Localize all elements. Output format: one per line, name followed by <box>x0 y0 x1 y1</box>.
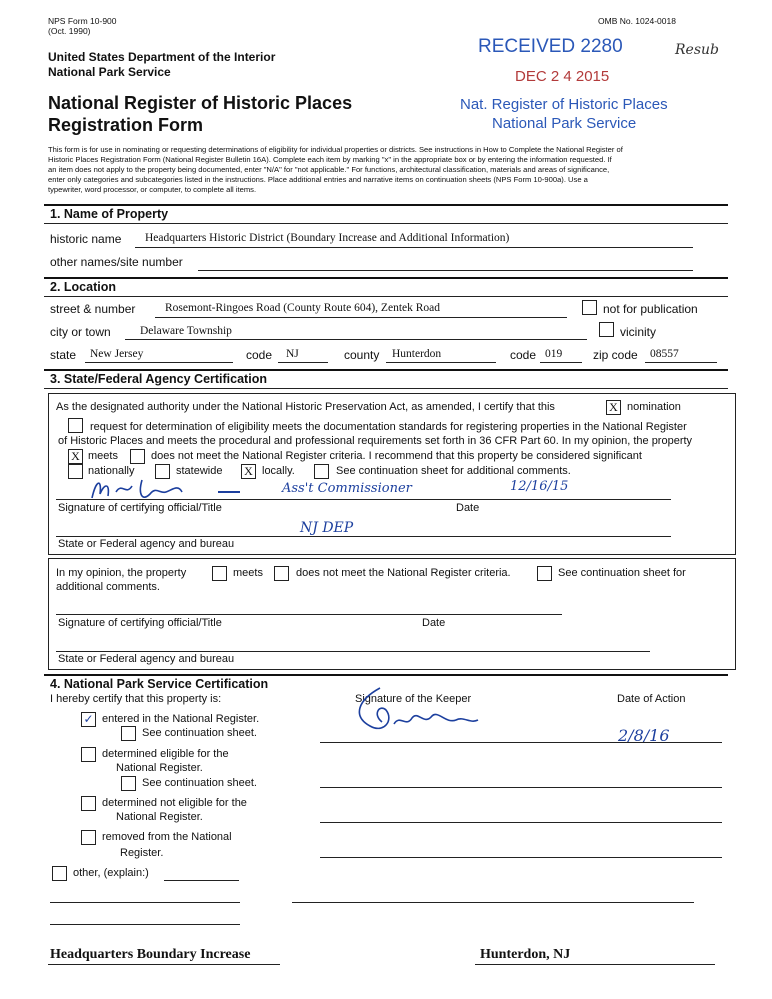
certifying-title-handwritten: Ass't Commissioner <box>282 481 412 496</box>
removed-checkbox[interactable] <box>81 830 96 845</box>
date-of-action-label: Date of Action <box>617 693 686 705</box>
section-3-title: 3. State/Federal Agency Certification <box>50 372 267 386</box>
not-for-publication-checkbox[interactable] <box>582 300 597 315</box>
signature-label-2: Signature of certifying official/Title <box>58 617 222 629</box>
section-2-rule <box>44 277 728 279</box>
agency-line-1 <box>56 536 671 537</box>
opinion-continuation-checkbox[interactable] <box>537 566 552 581</box>
signature-dash <box>218 491 240 493</box>
form-subtitle: Registration Form <box>48 115 204 135</box>
keeper-line-4 <box>320 857 722 858</box>
opinion-prefix: In my opinion, the property <box>56 567 187 579</box>
not-eligible-label-1: determined not eligible for the <box>102 797 247 809</box>
stamp-date: DEC 2 4 2015 <box>515 68 610 85</box>
omb-number: OMB No. 1024-0018 <box>598 16 676 26</box>
city-line <box>125 339 587 340</box>
other-line <box>164 880 239 881</box>
section-2-title: 2. Location <box>50 280 116 294</box>
department-name: United States Department of the Interior <box>48 50 276 64</box>
state-code-label: code <box>246 348 273 362</box>
state-label: state <box>50 348 77 362</box>
keeper-line-1 <box>320 742 722 743</box>
street-value[interactable]: Rosemont-Ringoes Road (County Route 604), Zentek Road <box>165 302 441 314</box>
eligible-label-2: National Register. <box>116 762 203 774</box>
removed-label-2: Register. <box>120 847 164 859</box>
zip-line <box>645 362 717 363</box>
footer-county: Hunterdon, NJ <box>480 947 571 962</box>
eligible-label-1: determined eligible for the <box>102 748 229 760</box>
section-4-rule <box>44 674 728 676</box>
county-label: county <box>344 348 380 362</box>
section-1-underline <box>44 223 728 224</box>
city-value[interactable]: Delaware Township <box>140 325 232 337</box>
stamp-line-2: National Park Service <box>492 115 637 132</box>
service-name: National Park Service <box>48 65 171 79</box>
signature-label-1: Signature of certifying official/Title <box>58 502 222 514</box>
eligible-continuation-label: See continuation sheet. <box>142 777 257 789</box>
city-label: city or town <box>50 325 111 339</box>
footer-property-name: Headquarters Boundary Increase <box>50 947 251 962</box>
vicinity-label: vicinity <box>620 325 657 339</box>
nomination-checkbox[interactable]: X <box>606 400 621 415</box>
other-explain-line-1 <box>50 902 240 903</box>
state-value[interactable]: New Jersey <box>90 348 144 360</box>
statewide-label: statewide <box>176 465 223 477</box>
footer-left-line <box>48 964 280 965</box>
agency-handwritten: NJ DEP <box>300 520 354 536</box>
other-names-line <box>198 270 693 271</box>
keeper-label: Signature of the Keeper <box>355 693 472 705</box>
certify-statement: I hereby certify that this property is: <box>50 693 222 705</box>
opinion-additional-label: additional comments. <box>56 581 160 593</box>
nomination-label: nomination <box>627 401 681 413</box>
not-eligible-label-2: National Register. <box>116 811 203 823</box>
keeper-line-2 <box>320 787 722 788</box>
section-4-title: 4. National Park Service Certification <box>50 677 269 691</box>
street-line <box>155 317 567 318</box>
opinion-not-meets-label: does not meet the National Register criteria. <box>296 567 511 579</box>
does-not-meet-label: does not meet the National Register criteria. I recommend that this property be considered significant <box>151 450 642 462</box>
county-code-line <box>540 362 582 363</box>
stamp-line-1: Nat. Register of Historic Places <box>460 96 668 113</box>
county-code-value[interactable]: 019 <box>545 348 563 360</box>
zip-value[interactable]: 08557 <box>650 348 679 360</box>
eligible-continuation-checkbox[interactable] <box>121 776 136 791</box>
form-number: NPS Form 10-900 <box>48 16 117 26</box>
cert-line-1: As the designated authority under the National Historic Preservation Act, as amended, I certify that this <box>56 401 555 413</box>
agency-line-2 <box>56 651 650 652</box>
certifying-date-handwritten: 12/16/15 <box>510 479 569 494</box>
opinion-not-meets-checkbox[interactable] <box>274 566 289 581</box>
not-eligible-checkbox[interactable] <box>81 796 96 811</box>
historic-name-label: historic name <box>50 232 122 246</box>
vicinity-checkbox[interactable] <box>599 322 614 337</box>
historic-name-line <box>135 247 693 248</box>
not-for-publication-label: not for publication <box>603 302 698 316</box>
form-title: National Register of Historic Places <box>48 93 353 113</box>
entered-continuation-label: See continuation sheet. <box>142 727 257 739</box>
instructions-line-5: typewriter, word processor, or computer, to complete all items. <box>48 185 257 194</box>
footer-right-line <box>475 964 715 965</box>
opinion-meets-checkbox[interactable] <box>212 566 227 581</box>
form-date: (Oct. 1990) <box>48 26 91 36</box>
entered-label: entered in the National Register. <box>102 713 260 725</box>
instructions-line-4: enter only categories and subcategories listed in the instructions. Place additional entries and narrative items on continuation sheets (NPS Form 10-900a). Use a <box>48 175 588 184</box>
handwritten-note: Resub <box>675 42 719 58</box>
other-checkbox[interactable] <box>52 866 67 881</box>
other-names-label: other names/site number <box>50 255 183 269</box>
instructions-line-3: an item does not apply to the property being documented, enter "N/A" for "not applicable." For functions, architectural classification, materials and areas of significance, <box>48 165 610 174</box>
does-not-meet-checkbox[interactable] <box>130 449 145 464</box>
meets-checkbox[interactable]: X <box>68 449 83 464</box>
historic-name-value[interactable]: Headquarters Historic District (Boundary Increase and Additional Information) <box>145 232 510 244</box>
other-label: other, (explain:) <box>73 867 149 879</box>
locally-checkbox[interactable]: X <box>241 464 256 479</box>
nationally-checkbox[interactable] <box>68 464 83 479</box>
opinion-meets-label: meets <box>233 567 263 579</box>
date-of-action-handwritten: 2/8/16 <box>618 726 670 745</box>
agency-label-1: State or Federal agency and bureau <box>58 538 235 550</box>
instructions-line-1: This form is for use in nominating or requesting determinations of eligibility for individual properties or districts. See instructions in How to Complete the National Register of <box>48 145 623 154</box>
county-value[interactable]: Hunterdon <box>392 348 442 360</box>
state-code-value[interactable]: NJ <box>286 348 299 360</box>
cert-line-2: request for determination of eligibility meets the documentation standards for registering properties in the National Register <box>90 421 687 433</box>
nationally-label: nationally <box>88 465 135 477</box>
keeper-line-5 <box>292 902 694 903</box>
instructions-line-2: Historic Places Registration Form (National Register Bulletin 16A). Complete each item by marking "x" in the appropriate box or by entering the information requested. If <box>48 155 612 164</box>
eligible-checkbox[interactable] <box>81 747 96 762</box>
continuation-label: See continuation sheet for additional comments. <box>336 465 571 477</box>
state-code-line <box>278 362 328 363</box>
street-label: street & number <box>50 302 136 316</box>
meets-label: meets <box>88 450 118 462</box>
signature-line-1 <box>56 499 671 500</box>
signature-line-2 <box>56 614 562 615</box>
state-line <box>85 362 233 363</box>
date-label-2: Date <box>422 617 446 629</box>
zip-label: zip code <box>593 348 638 362</box>
section-3-rule <box>44 369 728 371</box>
section-1-title: 1. Name of Property <box>50 207 169 221</box>
entered-continuation-checkbox[interactable] <box>121 726 136 741</box>
opinion-continuation-label: See continuation sheet for <box>558 567 686 579</box>
county-code-label: code <box>510 348 537 362</box>
locally-label: locally. <box>262 465 295 477</box>
entered-checkbox[interactable]: ✓ <box>81 712 96 727</box>
county-line <box>386 362 496 363</box>
received-stamp: RECEIVED 2280 <box>478 36 623 57</box>
date-label-1: Date <box>456 502 480 514</box>
continuation-checkbox[interactable] <box>314 464 329 479</box>
removed-label-1: removed from the National <box>102 831 232 843</box>
other-explain-line-2 <box>50 924 240 925</box>
section-1-rule <box>44 204 728 206</box>
cert-line-3: of Historic Places and meets the procedural and professional requirements set forth in 36 CFR Part 60. In my opinion, the property <box>58 435 693 447</box>
agency-label-2: State or Federal agency and bureau <box>58 653 235 665</box>
section-3-underline <box>44 388 728 389</box>
section-2-underline <box>44 296 728 297</box>
request-checkbox[interactable] <box>68 418 83 433</box>
keeper-line-3 <box>320 822 722 823</box>
keeper-signature <box>328 680 498 742</box>
